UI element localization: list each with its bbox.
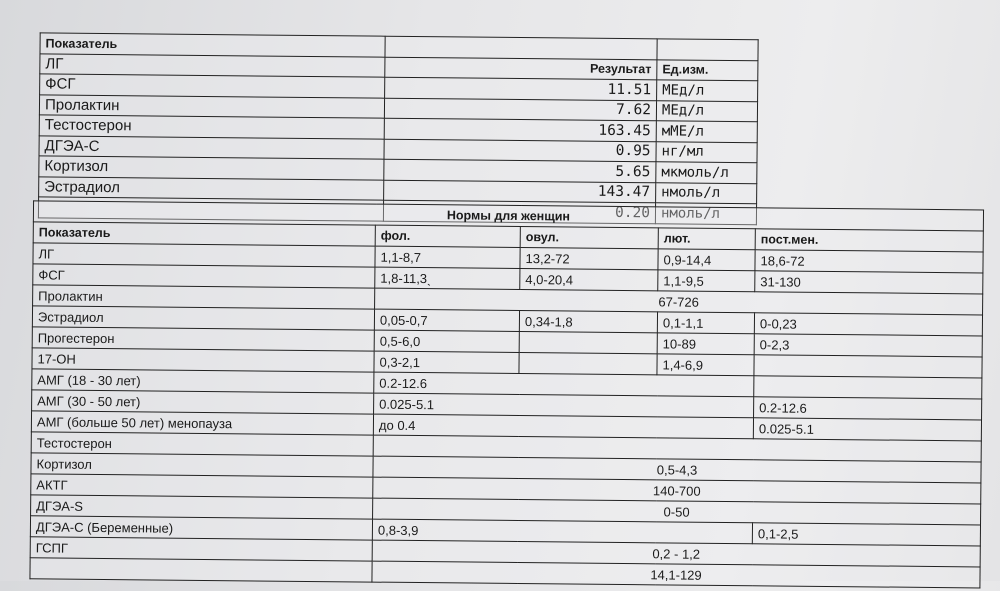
norms-fol-value: 1,1-8,7 (375, 246, 520, 268)
norms-ovul-value: 13,2-72 (520, 248, 658, 270)
norms-all-value: 67-726 (375, 288, 983, 315)
norms-post-value (754, 355, 982, 378)
results-row-unit: нг/мл (656, 141, 757, 162)
norms-post-value: 18,6-72 (755, 250, 983, 273)
norms-all-value: 140-700 (373, 477, 981, 504)
norms-table (29, 200, 984, 588)
norms-row-name: АКТГ (31, 474, 373, 498)
norms-all-value: 0,5-4,3 (373, 456, 981, 483)
results-row-value: 0.95 (384, 139, 656, 162)
results-result-header: Результат (385, 57, 657, 80)
results-row-value: 5.65 (384, 159, 656, 182)
norms-range-value: 0.2-12.6 (374, 372, 754, 397)
results-indicator-header: Показатель (40, 33, 385, 57)
results-row-value: 0.20 (383, 200, 655, 223)
norms-all-value: 0,2 - 1,2 (372, 540, 980, 567)
norms-range-value: 0.025-5.1 (374, 393, 754, 418)
norms-post-value: 0-0,23 (754, 313, 982, 336)
norms-ovul-value (519, 352, 657, 374)
norms-row-name: Эстрадиол (32, 306, 374, 330)
norms-row-name (30, 558, 372, 582)
results-unit-header: Ед.изм. (657, 59, 758, 80)
norms-title: Нормы для женщин (33, 201, 983, 231)
results-row-name: Кортизол (39, 156, 384, 180)
results-row-name: Пролактин (39, 94, 384, 118)
results-row-unit: МЕд/л (656, 100, 757, 121)
norms-row-name: Прогестерон (32, 327, 374, 351)
norms-range-value: 0,8-3,9 (372, 519, 752, 544)
results-row-name: ДГЭА-С (39, 135, 384, 159)
results-row-value: 11.51 (385, 77, 657, 100)
norms-post-value: 0,1-2,5 (752, 523, 980, 546)
results-row-value: 7.62 (384, 98, 656, 121)
norms-post-value: 0-2,3 (754, 334, 982, 357)
results-row-unit: мМЕ/л (656, 121, 757, 142)
results-row-name: ФСГ (40, 74, 385, 98)
norms-row-name: Пролактин (33, 285, 375, 309)
norms-row-name: Тестостерон (31, 432, 373, 456)
norms-row-name: ДГЭА-С (Беременные) (30, 516, 372, 540)
norms-lut-header: лют. (658, 228, 755, 250)
norms-fol-header: фол. (375, 225, 520, 247)
norms-ovul-value: 4,0-20,4 (520, 269, 658, 291)
norms-range-value: до 0.4 (373, 414, 753, 439)
results-row-name: Тестостерон (39, 115, 384, 139)
results-row-unit: нмоль/л (655, 203, 756, 224)
norms-row-name: 17-ОН (32, 348, 374, 372)
norms-row-name: АМГ (больше 50 лет) менопауза (31, 411, 373, 435)
norms-row-name: ГСПГ (30, 537, 372, 561)
norms-post-value: 0.025-5.1 (753, 418, 981, 441)
norms-lut-value: 1,4-6,9 (657, 354, 754, 376)
results-row-value: 143.47 (384, 180, 656, 203)
norms-row-name: АМГ (18 - 30 лет) (32, 369, 374, 393)
results-row-name: ЛГ (40, 53, 385, 77)
norms-row-name: Кортизол (31, 453, 373, 477)
norms-post-value: 31-130 (755, 271, 983, 294)
results-row-unit: мкмоль/л (656, 162, 757, 183)
results-row-unit: МЕд/л (657, 80, 758, 101)
norms-ovul-value (519, 332, 657, 354)
norms-row-name: ДГЭА-S (31, 495, 373, 519)
norms-lut-value: 10-89 (657, 333, 754, 355)
norms-row-name: ЛГ (33, 243, 375, 267)
norms-row-name: АМГ (30 - 50 лет) (32, 390, 374, 414)
norms-lut-value: 1,1-9,5 (658, 270, 755, 292)
results-row-name: Эстрадиол (39, 176, 384, 200)
results-row-value: 163.45 (384, 118, 656, 141)
norms-row-name: ФСГ (33, 264, 375, 288)
results-table (38, 32, 759, 224)
results-row-unit: нмоль/л (656, 182, 757, 203)
norms-postmen-header: пост.мен. (755, 229, 983, 252)
norms-all-value: 0-50 (373, 498, 981, 525)
norms-fol-value: 0,3-2,1 (374, 351, 519, 373)
norms-indicator-header: Показатель (33, 222, 375, 246)
norms-fol-value: 1,8-11,3ˎ (375, 267, 520, 289)
norms-ovul-header: овул. (520, 227, 658, 249)
norms-lut-value: 0,1-1,1 (657, 312, 754, 334)
norms-lut-value: 0,9-14,4 (658, 249, 755, 271)
norms-post-value (754, 376, 982, 399)
norms-fol-value: 0,05-0,7 (374, 309, 519, 331)
norms-post-value: 0.2-12.6 (754, 397, 982, 420)
norms-all-value: 14,1-129 (372, 561, 980, 588)
norms-fol-value: 0,5-6,0 (374, 330, 519, 352)
norms-ovul-value: 0,34-1,8 (519, 311, 657, 333)
